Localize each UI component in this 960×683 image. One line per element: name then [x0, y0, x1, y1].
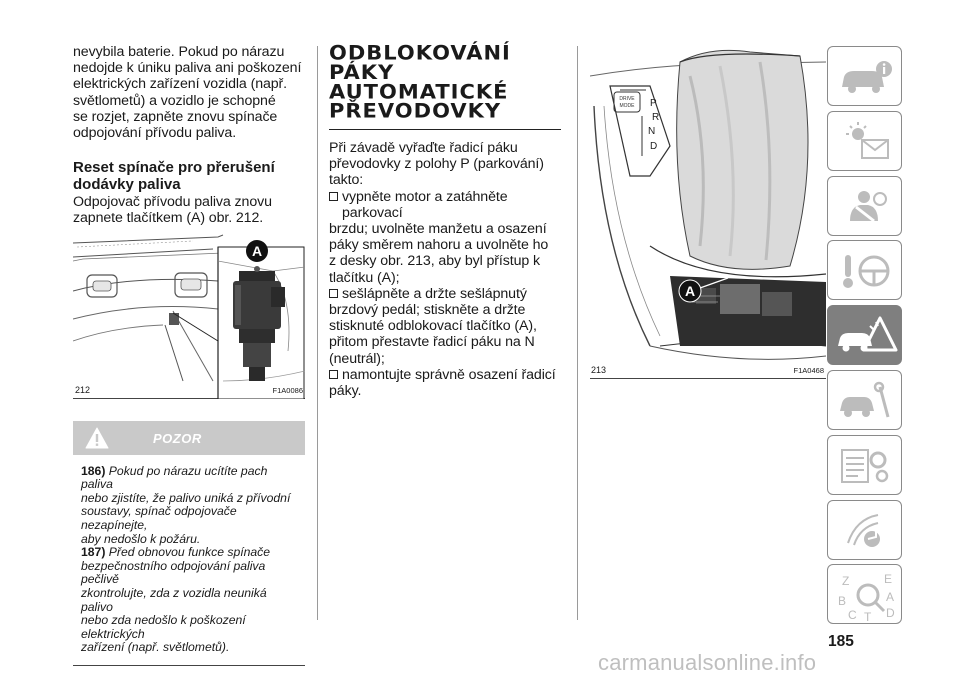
svg-text:MODE: MODE: [619, 103, 635, 109]
multimedia-icon: [828, 501, 903, 561]
figure-213: [590, 46, 826, 379]
tab-index[interactable]: [827, 564, 902, 624]
intro-paragraph: nevybila baterie. Pokud po nárazu nedojde k úniku paliva ani poškození elektrických zařízení vozidla (např. světlometů) a vozidlo je schopné se rozjet, zapněte znovu spínače odpojování přívodu paliva.: [73, 44, 302, 142]
fuel-cutoff-switch-illustration: [73, 231, 305, 399]
list-item: vypněte motor a zatáhněte parkovací: [329, 189, 567, 221]
index-icon: [828, 565, 903, 625]
section-title: ODBLOKOVÁNÍ PÁKY AUTOMATICKÉ PŘEVODOVKY: [329, 42, 511, 123]
checkbox-bullet-icon: [329, 192, 338, 201]
warning-triangle-icon: [85, 427, 109, 449]
svg-text:Z: Z: [842, 574, 850, 589]
svg-text:A: A: [251, 242, 263, 259]
tab-emergency[interactable]: [827, 305, 902, 365]
warning-title: POZOR: [153, 430, 202, 446]
warning-box: [73, 421, 305, 666]
emergency-icon: [828, 306, 903, 366]
car-info-icon: [828, 47, 903, 107]
checkbox-bullet-icon: [329, 370, 338, 379]
svg-text:A: A: [886, 590, 895, 605]
figure-code: F1A0086: [272, 385, 303, 395]
svg-text:B: B: [838, 594, 847, 609]
list-item: namontujte správně osazení řadicí: [329, 367, 567, 383]
tab-car-info[interactable]: [827, 46, 902, 106]
left-column: [73, 44, 305, 666]
warning-item-187: 187) Před obnovou funkce spínače: [81, 545, 271, 560]
page-number: 185: [828, 633, 854, 650]
list-item: sešlápněte a držte sešlápnutý: [329, 286, 567, 302]
chapter-tabs: [827, 46, 902, 629]
figure-code: F1A0468: [793, 366, 824, 375]
reset-paragraph: Odpojovač přívodu paliva znovu zapnete tlačítkem (A) obr. 212.: [73, 194, 272, 227]
tab-multimedia[interactable]: [827, 500, 902, 560]
tab-maintenance[interactable]: [827, 370, 902, 430]
figure-212: [73, 231, 305, 399]
starting-driving-icon: [828, 241, 903, 301]
figure-number: 213: [591, 365, 607, 375]
tab-safety[interactable]: [827, 176, 902, 236]
svg-text:R: R: [652, 112, 660, 123]
column-divider: [577, 46, 578, 620]
svg-text:N: N: [648, 126, 656, 137]
svg-text:E: E: [884, 572, 893, 587]
figure-number: 212: [75, 384, 91, 395]
svg-text:A: A: [684, 283, 696, 299]
svg-text:DRIVE: DRIVE: [619, 96, 635, 102]
warning-header: [73, 421, 305, 455]
watermark: carmanualsonline.info: [598, 650, 817, 675]
safety-icon: [828, 177, 903, 237]
tab-starting-driving[interactable]: [827, 240, 902, 300]
svg-text:P: P: [650, 98, 657, 109]
svg-text:D: D: [650, 141, 658, 152]
svg-text:C: C: [848, 608, 857, 623]
gear-lever-illustration: [590, 46, 826, 379]
warning-item-186: 186) Pokud po nárazu ucítíte pach paliva: [81, 463, 268, 492]
tab-technical-data[interactable]: [827, 435, 902, 495]
technical-data-icon: [828, 436, 903, 496]
unlock-instructions: Při závadě vyřaďte řadicí páku převodovky z polohy P (parkování) takto: vypněte motor a zatáhněte parkovací brzdu; uvolněte manžetu a osazení páky směrem nahoru a uvolněte ho z desky obr. 213, aby byl přístup k tlačítku (A); sešlápněte a držte sešlápnutý brzdový pedál; stiskněte a držte stisknuté odblokovací tlačítko (A), přitom přestavte řadicí páku na N (neutrál); namontujte správně osazení řadicí páky.: [329, 140, 567, 399]
section-subheading: Reset spínače pro přerušení dodávky paliva: [73, 159, 275, 193]
middle-column: [329, 44, 567, 399]
warning-body: 186) Pokud po nárazu ucítíte pach paliva nebo zjistíte, že palivo uniká z přívodní soustavy, spínač odpojovače nezapínejte, aby nedošlo k požáru. 187) Před obnovou funkce spínače bezpečnostního odpojování paliva pečlivě zkontrolujte, zda z vozidla neuniká palivo nebo zda nedošlo k poškození elektrických zařízení (např. světlometů).: [73, 455, 305, 665]
svg-text:D: D: [886, 606, 895, 621]
column-divider: [317, 46, 318, 620]
maintenance-icon: [828, 371, 903, 431]
title-underline: [329, 129, 561, 130]
warning-lights-icon: [828, 112, 903, 172]
svg-text:T: T: [864, 610, 872, 625]
checkbox-bullet-icon: [329, 289, 338, 298]
tab-warning-lights[interactable]: [827, 111, 902, 171]
